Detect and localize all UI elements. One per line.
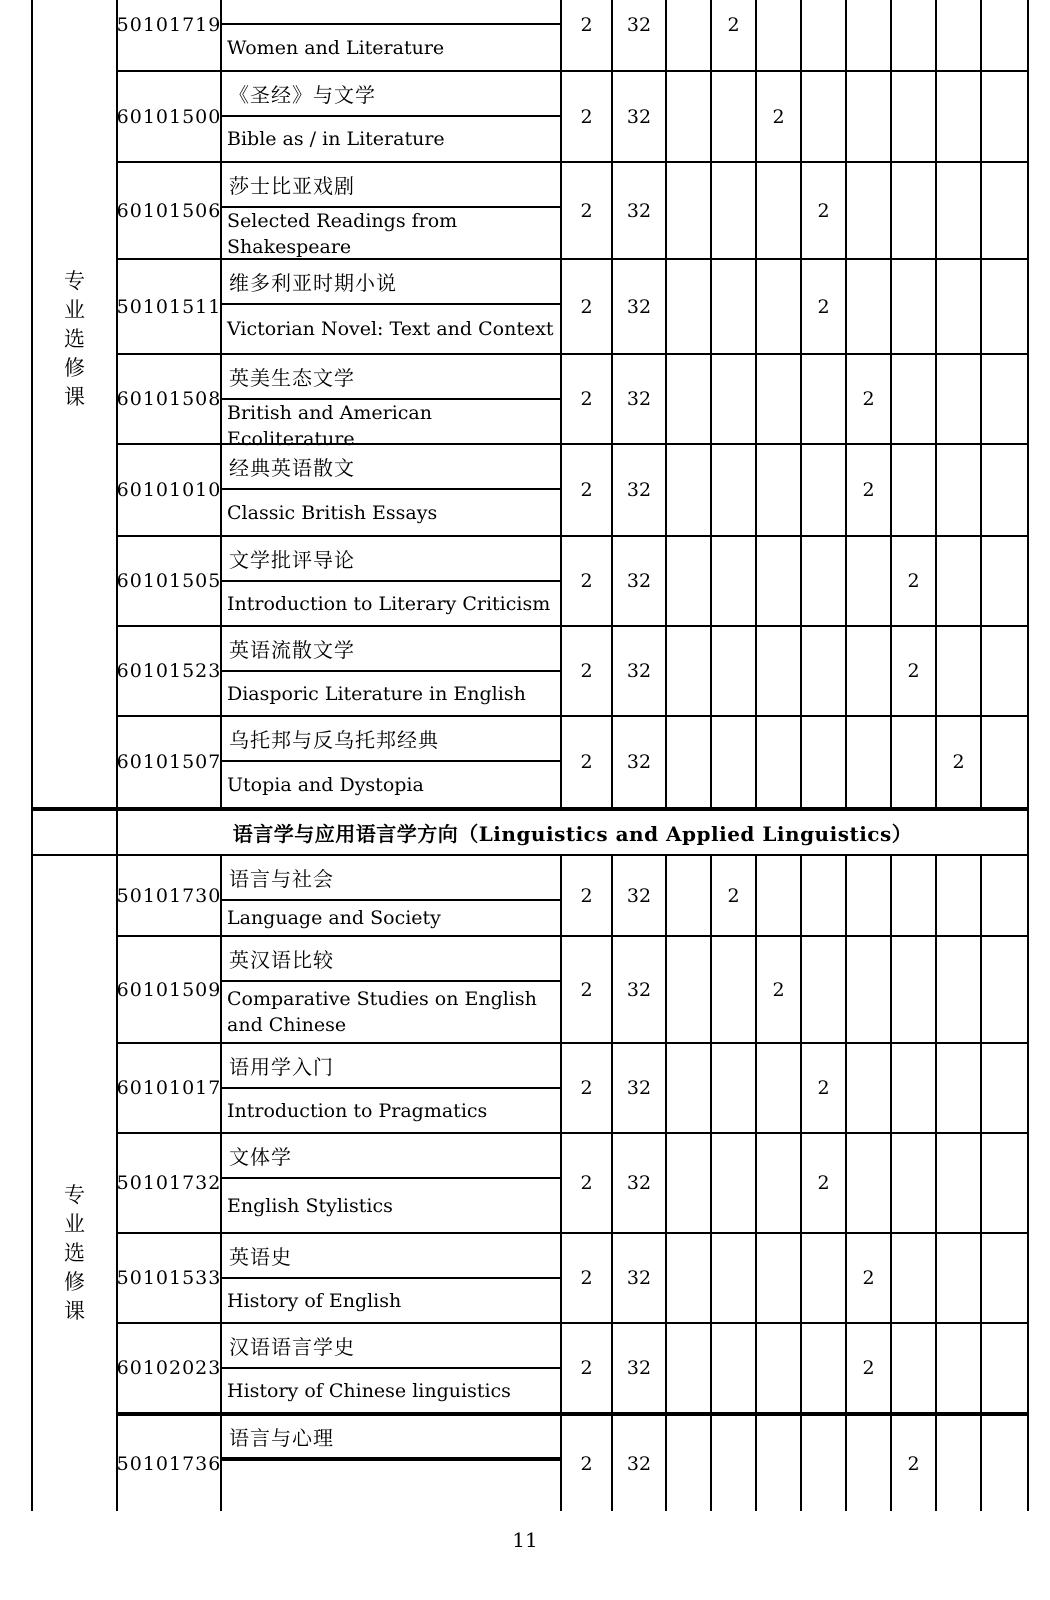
- course-name-chinese: 乌托邦与反乌托邦经典: [222, 717, 560, 762]
- course-name-cell: [222, 1044, 562, 1132]
- semester-1-cell: [667, 0, 712, 70]
- semester-2-cell: [712, 1044, 757, 1132]
- linguistics-rows: [118, 856, 1027, 1511]
- course-name-english: [222, 1461, 560, 1511]
- literature-rows: [118, 0, 1027, 807]
- page-number: 11: [512, 1528, 538, 1552]
- semester-2-cell: [712, 163, 757, 258]
- semester-1-cell: [667, 1134, 712, 1232]
- semester-3-cell: 2: [757, 937, 802, 1042]
- semester-6-cell: [892, 163, 937, 258]
- credits-cell: 2: [562, 717, 613, 807]
- hours-cell: 32: [613, 937, 667, 1042]
- hours-cell: 32: [613, 627, 667, 715]
- semester-2-cell: [712, 355, 757, 443]
- semester-4-cell: 2: [802, 163, 847, 258]
- course-code-cell: 60101017: [118, 1044, 222, 1132]
- semester-7-cell: [937, 445, 982, 535]
- course-name-chinese: 汉语语言学史: [222, 1324, 560, 1369]
- semester-6-cell: 2: [892, 1416, 937, 1511]
- semester-8-cell: [982, 537, 1029, 625]
- hours-cell: 32: [613, 260, 667, 353]
- credits-cell: 2: [562, 1134, 613, 1232]
- semester-3-cell: [757, 445, 802, 535]
- semester-5-cell: [847, 856, 892, 935]
- course-row: [118, 627, 1027, 717]
- semester-1-cell: [667, 717, 712, 807]
- semester-7-cell: [937, 72, 982, 161]
- semester-1-cell: [667, 260, 712, 353]
- course-name-chinese: 语言与社会: [222, 856, 560, 901]
- semester-4-cell: [802, 72, 847, 161]
- hours-cell: 32: [613, 717, 667, 807]
- semester-1-cell: [667, 355, 712, 443]
- course-name-cell: [222, 1134, 562, 1232]
- course-name-english: Comparative Studies on English and Chinese: [227, 988, 537, 1036]
- course-code-cell: 60101500: [118, 72, 222, 161]
- semester-6-cell: [892, 1044, 937, 1132]
- course-name-chinese: 英语流散文学: [222, 627, 560, 672]
- semester-8-cell: [982, 445, 1029, 535]
- semester-2-cell: [712, 72, 757, 161]
- course-code-cell: 50101533: [118, 1234, 222, 1322]
- semester-1-cell: [667, 937, 712, 1042]
- semester-4-cell: 2: [802, 260, 847, 353]
- semester-3-cell: 2: [757, 72, 802, 161]
- semester-2-cell: [712, 260, 757, 353]
- semester-4-cell: [802, 1324, 847, 1412]
- semester-5-cell: [847, 627, 892, 715]
- credits-cell: 2: [562, 72, 613, 161]
- semester-3-cell: [757, 1324, 802, 1412]
- semester-2-cell: [712, 1416, 757, 1511]
- semester-5-cell: 2: [847, 1324, 892, 1412]
- linguistics-section: [33, 856, 1027, 1511]
- semester-5-cell: 2: [847, 1234, 892, 1322]
- semester-8-cell: [982, 163, 1029, 258]
- course-row: [118, 0, 1027, 72]
- credits-cell: 2: [562, 856, 613, 935]
- semester-1-cell: [667, 627, 712, 715]
- course-row: [116, 355, 1027, 450]
- course-code-cell: 60101505: [118, 537, 222, 625]
- course-name-chinese: 文体学: [222, 1134, 560, 1179]
- literature-section: [33, 0, 1027, 811]
- hours-cell: 32: [613, 1234, 667, 1322]
- course-name-english: English Stylistics: [227, 1194, 393, 1217]
- semester-6-cell: [892, 72, 937, 161]
- course-name-cell: [222, 1416, 562, 1511]
- semester-4-cell: [802, 717, 847, 807]
- hours-cell: 32: [613, 72, 667, 161]
- semester-5-cell: [847, 537, 892, 625]
- semester-4-cell: [802, 937, 847, 1042]
- semester-3-cell: [757, 537, 802, 625]
- semester-1-cell: [667, 1044, 712, 1132]
- course-name-english: History of English: [227, 1289, 402, 1312]
- semester-1-cell: [667, 856, 712, 935]
- semester-3-cell: [757, 355, 802, 443]
- semester-3-cell: [757, 1234, 802, 1322]
- semester-6-cell: [892, 0, 937, 70]
- course-name-cell: [222, 260, 562, 353]
- category-label: 专业选修课: [63, 1183, 85, 1323]
- semester-7-cell: [937, 260, 982, 353]
- semester-1-cell: [667, 445, 712, 535]
- semester-7-cell: [937, 163, 982, 258]
- course-name-chinese: 莎士比亚戏剧: [222, 163, 560, 208]
- semester-4-cell: [802, 627, 847, 715]
- course-name-chinese: 英美生态文学: [222, 355, 560, 400]
- semester-3-cell: [757, 627, 802, 715]
- course-code-cell: 50101511: [118, 260, 222, 353]
- semester-3-cell: [757, 0, 802, 70]
- semester-8-cell: [982, 72, 1029, 161]
- credits-cell: 2: [562, 260, 613, 353]
- course-code-cell: 50101732: [118, 1134, 222, 1232]
- course-row: [118, 937, 1027, 1044]
- course-name-chinese: [222, 0, 560, 25]
- course-name-english: Introduction to Pragmatics: [227, 1099, 488, 1122]
- semester-6-cell: [892, 1234, 937, 1322]
- course-name-english: Classic British Essays: [227, 501, 438, 524]
- credits-cell: 2: [562, 1234, 613, 1322]
- course-name-english: Bible as / in Literature: [227, 128, 445, 150]
- hours-cell: 32: [613, 1324, 667, 1412]
- semester-2-cell: [712, 537, 757, 625]
- semester-6-cell: [892, 355, 937, 443]
- course-name-cell: [222, 537, 562, 625]
- semester-2-cell: [712, 937, 757, 1042]
- semester-3-cell: [757, 717, 802, 807]
- semester-6-cell: [892, 856, 937, 935]
- hours-cell: 32: [613, 1416, 667, 1511]
- course-code-cell: 60101508: [118, 355, 222, 443]
- course-name-chinese: 维多利亚时期小说: [222, 260, 560, 305]
- semester-8-cell: [982, 355, 1029, 443]
- credits-cell: 2: [562, 627, 613, 715]
- semester-8-cell: [982, 717, 1029, 807]
- credits-cell: 2: [562, 163, 613, 258]
- semester-4-cell: 2: [802, 1044, 847, 1132]
- course-code-cell: 60101509: [118, 937, 222, 1042]
- hours-cell: 32: [613, 856, 667, 935]
- semester-7-cell: [937, 1416, 982, 1511]
- semester-1-cell: [667, 72, 712, 161]
- semester-8-cell: [982, 937, 1029, 1042]
- semester-5-cell: 2: [847, 355, 892, 443]
- course-name-english: Language and Society: [227, 907, 441, 929]
- semester-4-cell: [802, 1234, 847, 1322]
- course-row: [118, 1416, 1027, 1511]
- semester-2-cell: [712, 717, 757, 807]
- course-row: [118, 1134, 1027, 1234]
- semester-6-cell: [892, 445, 937, 535]
- semester-6-cell: 2: [892, 537, 937, 625]
- semester-4-cell: [802, 355, 847, 443]
- semester-2-cell: [712, 627, 757, 715]
- course-name-cell: [222, 0, 562, 70]
- semester-5-cell: [847, 0, 892, 70]
- course-code-cell: 60101506: [118, 163, 222, 258]
- semester-6-cell: [892, 937, 937, 1042]
- semester-4-cell: [802, 1416, 847, 1511]
- semester-2-cell: 2: [712, 856, 757, 935]
- semester-8-cell: [982, 1234, 1029, 1322]
- semester-8-cell: [982, 1134, 1029, 1232]
- semester-5-cell: [847, 717, 892, 807]
- category-cell: [33, 856, 118, 1511]
- hours-cell: 32: [613, 163, 667, 258]
- course-code-cell: 50101730: [118, 856, 222, 935]
- course-name-chinese: 英汉语比较: [222, 937, 560, 982]
- semester-8-cell: [982, 1044, 1029, 1132]
- semester-7-cell: [937, 537, 982, 625]
- course-name-english: Victorian Novel: Text and Context: [227, 318, 554, 340]
- course-name-chinese: 语用学入门: [222, 1044, 560, 1089]
- semester-8-cell: [982, 627, 1029, 715]
- semester-7-cell: [937, 937, 982, 1042]
- course-name-english: Women and Literature: [227, 36, 445, 59]
- course-name-cell: [222, 1324, 562, 1412]
- course-name-cell: [222, 856, 562, 935]
- course-name-english: Diasporic Literature in English: [227, 682, 526, 705]
- credits-cell: 2: [562, 937, 613, 1042]
- hours-cell: 32: [613, 1044, 667, 1132]
- course-code-cell: 60101010: [118, 445, 222, 535]
- hours-cell: 32: [613, 0, 667, 70]
- hours-cell: 32: [613, 537, 667, 625]
- course-code-cell: 50101736: [118, 1416, 222, 1511]
- course-name-cell: [222, 72, 562, 161]
- course-code-cell: 60101523: [118, 627, 222, 715]
- semester-3-cell: [757, 1416, 802, 1511]
- hours-cell: 32: [613, 1134, 667, 1232]
- course-row: [118, 537, 1027, 627]
- semester-4-cell: [802, 0, 847, 70]
- section-header: 语言学与应用语言学方向（Linguistics and Applied Linguistics）: [232, 822, 913, 846]
- semester-4-cell: 2: [802, 1134, 847, 1232]
- credits-cell: 2: [562, 1044, 613, 1132]
- semester-7-cell: [937, 1134, 982, 1232]
- course-row: [118, 72, 1027, 163]
- course-code-cell: 50101719: [118, 0, 222, 70]
- semester-5-cell: [847, 1134, 892, 1232]
- course-row: [118, 163, 1027, 260]
- credits-cell: 2: [562, 355, 613, 443]
- course-row: [118, 1234, 1027, 1324]
- semester-1-cell: [667, 1234, 712, 1322]
- course-code-cell: 60101507: [118, 717, 222, 807]
- course-name-cell: [222, 445, 562, 535]
- course-name-chinese: 经典英语散文: [222, 445, 560, 490]
- course-name-chinese: 文学批评导论: [222, 537, 560, 582]
- semester-4-cell: [802, 537, 847, 625]
- course-code-cell: 60102023: [118, 1324, 222, 1412]
- course-name-english: British and American Ecoliterature: [227, 402, 432, 450]
- credits-cell: 2: [562, 1416, 613, 1511]
- course-name-english: History of Chinese linguistics: [227, 1379, 511, 1402]
- semester-3-cell: [757, 856, 802, 935]
- semester-3-cell: [757, 1134, 802, 1232]
- semester-5-cell: [847, 1416, 892, 1511]
- semester-8-cell: [982, 1416, 1029, 1511]
- semester-7-cell: [937, 627, 982, 715]
- course-name-chinese: 语言与心理: [222, 1416, 560, 1461]
- semester-2-cell: [712, 1234, 757, 1322]
- semester-8-cell: [982, 0, 1029, 70]
- course-name-english: Selected Readings from Shakespeare: [227, 210, 458, 258]
- semester-7-cell: [937, 0, 982, 70]
- semester-5-cell: [847, 260, 892, 353]
- category-label: 专业选修课: [63, 269, 85, 409]
- course-name-cell: [222, 1234, 562, 1322]
- course-name-cell: [222, 355, 562, 450]
- course-row: [118, 260, 1027, 355]
- course-row: [118, 1044, 1027, 1134]
- course-name-english: Utopia and Dystopia: [227, 773, 424, 796]
- semester-1-cell: [667, 537, 712, 625]
- course-name-chinese: 英语史: [222, 1234, 560, 1279]
- credits-cell: 2: [562, 1324, 613, 1412]
- semester-5-cell: [847, 1044, 892, 1132]
- semester-4-cell: [802, 445, 847, 535]
- semester-6-cell: [892, 717, 937, 807]
- semester-5-cell: [847, 163, 892, 258]
- semester-8-cell: [982, 856, 1029, 935]
- section-header-spacer: [33, 811, 118, 854]
- semester-1-cell: [667, 163, 712, 258]
- semester-7-cell: [937, 1324, 982, 1412]
- semester-4-cell: [802, 856, 847, 935]
- semester-6-cell: [892, 1134, 937, 1232]
- course-row: [118, 856, 1027, 937]
- category-cell: [33, 0, 118, 807]
- semester-7-cell: [937, 1044, 982, 1132]
- semester-7-cell: [937, 355, 982, 443]
- semester-2-cell: [712, 1324, 757, 1412]
- hours-cell: 32: [613, 355, 667, 443]
- semester-3-cell: [757, 260, 802, 353]
- credits-cell: 2: [562, 537, 613, 625]
- semester-1-cell: [667, 1324, 712, 1412]
- semester-3-cell: [757, 163, 802, 258]
- course-row: [118, 445, 1027, 537]
- course-name-cell: [222, 937, 562, 1042]
- semester-7-cell: 2: [937, 717, 982, 807]
- semester-5-cell: [847, 72, 892, 161]
- semester-5-cell: [847, 937, 892, 1042]
- curriculum-table: [31, 14, 1029, 1475]
- semester-2-cell: [712, 445, 757, 535]
- course-name-english: Introduction to Literary Criticism: [227, 592, 551, 615]
- semester-3-cell: [757, 1044, 802, 1132]
- course-row: [118, 1324, 1027, 1416]
- course-name-cell: [222, 717, 562, 807]
- course-name-cell: [222, 627, 562, 715]
- semester-6-cell: [892, 260, 937, 353]
- semester-8-cell: [982, 1324, 1029, 1412]
- semester-5-cell: 2: [847, 445, 892, 535]
- credits-cell: 2: [562, 0, 613, 70]
- course-row: [118, 717, 1027, 807]
- course-name-chinese: 《圣经》与文学: [222, 72, 560, 117]
- semester-2-cell: 2: [712, 0, 757, 70]
- semester-7-cell: [937, 856, 982, 935]
- course-name-cell: [222, 163, 562, 258]
- semester-8-cell: [982, 260, 1029, 353]
- section-header-row: [33, 811, 1027, 856]
- semester-7-cell: [937, 1234, 982, 1322]
- semester-2-cell: [712, 1134, 757, 1232]
- hours-cell: 32: [613, 445, 667, 535]
- semester-6-cell: 2: [892, 627, 937, 715]
- semester-1-cell: [667, 1416, 712, 1511]
- semester-6-cell: [892, 1324, 937, 1412]
- credits-cell: 2: [562, 445, 613, 535]
